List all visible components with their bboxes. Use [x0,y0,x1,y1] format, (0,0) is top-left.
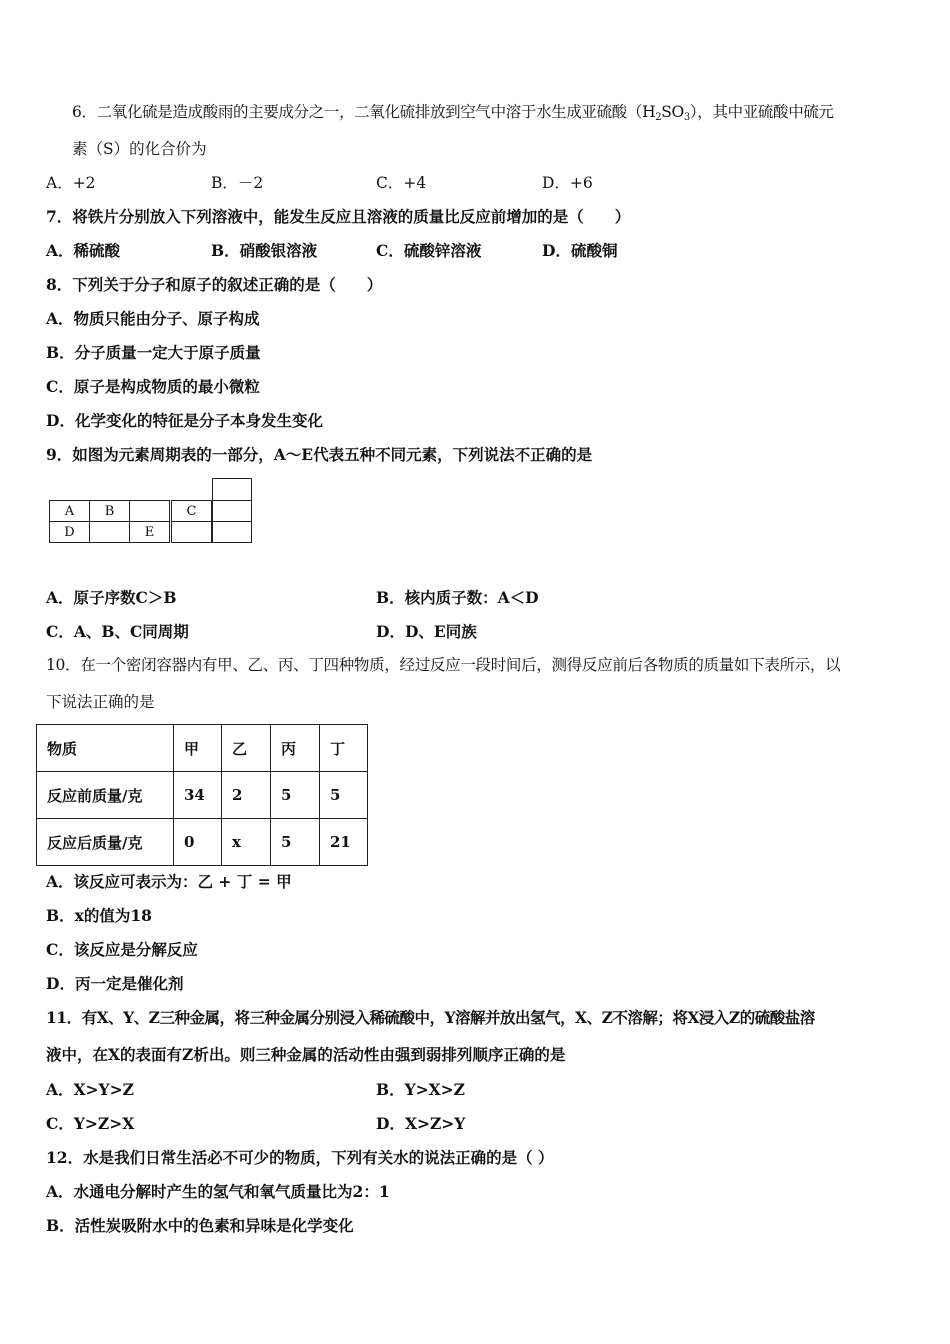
q6-option-d: D．+6 [542,174,593,192]
table-cell: x [222,819,271,866]
mass-table [36,724,368,866]
periodic-cell-empty [212,478,252,501]
periodic-label-c: C [186,503,197,519]
q7-option-d: D．硫酸铜 [542,241,618,260]
table-cell: 2 [222,772,271,819]
q6-option-a: A．+2 [46,174,96,192]
q10-stem-line1: 10．在一个密闭容器内有甲、乙、丙、丁四种物质，经过反应一段时间后，测得反应前后各物质的质量如下表所示，以 [46,656,841,674]
q7-option-b: B．硝酸银溶液 [211,241,318,260]
periodic-cell-d [49,521,90,543]
periodic-cell-a [49,500,90,522]
q11-option-d: D．X>Z>Y [376,1114,466,1133]
table-cell: 反应后质量/克 [37,819,174,866]
table-cell: 5 [271,819,320,866]
periodic-label-d: D [64,524,75,540]
q9-option-d: D．D、E同族 [376,622,477,641]
q12-stem: 12．水是我们日常生活必不可少的物质，下列有关水的说法正确的是（ ） [46,1148,554,1167]
q10-option-c: C．该反应是分解反应 [46,940,198,959]
table-cell: 丙 [271,725,320,772]
periodic-cell-b [89,500,130,522]
table-cell: 5 [320,772,368,819]
q6-option-c: C．+4 [376,174,427,192]
periodic-label-b: B [104,503,115,519]
q11-option-a: A．X>Y>Z [46,1080,134,1099]
periodic-cell-empty [89,521,130,543]
q6-stem-part1: 6．二氧化硫是造成酸雨的主要成分之一，二氧化硫排放到空气中溶于水生成亚硫酸（H [72,103,656,121]
table-cell: 乙 [222,725,271,772]
q10-option-a: A．该反应可表示为：乙 + 丁 = 甲 [46,872,292,891]
q11-option-c: C．Y>Z>X [46,1114,135,1133]
q8-option-d: D．化学变化的特征是分子本身发生变化 [46,411,323,430]
q8-option-b: B．分子质量一定大于原子质量 [46,343,261,362]
q11-stem-line2: 液中，在X的表面有Z析出。则三种金属的活动性由强到弱排列顺序正确的是 [46,1045,566,1064]
q8-option-c: C．原子是构成物质的最小微粒 [46,377,260,396]
q7-stem: 7．将铁片分别放入下列溶液中，能发生反应且溶液的质量比反应前增加的是（ ） [46,207,631,226]
q6-stem-part3: ），其中亚硫酸中硫元 [689,103,834,121]
table-row [37,772,368,819]
q10-option-b: B．x的值为18 [46,906,152,925]
table-cell: 34 [174,772,222,819]
table-cell: 21 [320,819,368,866]
table-cell: 丁 [320,725,368,772]
q10-stem-line2: 下说法正确的是 [46,693,155,711]
q10-option-d: D．丙一定是催化剂 [46,974,184,993]
q6-subscript-1: 2 [655,112,662,123]
periodic-cell-c [171,500,212,522]
q12-option-a: A．水通电分解时产生的氢气和氧气质量比为2：1 [46,1182,390,1201]
q6-stem-line1 [72,102,834,128]
table-cell: 0 [174,819,222,866]
q11-option-b: B．Y>X>Z [376,1080,465,1099]
table-cell: 反应前质量/克 [37,772,174,819]
table-row [37,819,368,866]
q8-stem: 8．下列关于分子和原子的叙述正确的是（ ） [46,275,383,294]
q6-option-b: B．－2 [211,174,264,192]
q6-stem-part2: SO [661,103,684,121]
q8-option-a: A．物质只能由分子、原子构成 [46,309,260,328]
periodic-cell-empty [129,500,170,522]
q7-option-c: C．硫酸锌溶液 [376,241,482,260]
q12-option-b: B．活性炭吸附水中的色素和异味是化学变化 [46,1216,354,1235]
q9-option-b: B．核内质子数：A＜D [376,588,539,607]
q7-option-a: A．稀硫酸 [46,241,121,260]
q6-stem-line2: 素（S）的化合价为 [72,140,207,158]
q6-subscript-2: 3 [683,112,690,123]
q9-option-c: C．A、B、C同周期 [46,622,189,641]
periodic-cell-e [129,521,170,543]
periodic-label-a: A [64,503,75,519]
periodic-cell-empty [171,521,212,543]
q11-stem-line1: 11．有X、Y、Z三种金属，将三种金属分别浸入稀硫酸中，Y溶解并放出氢气，X、Z不溶解；将X浸入Z的硫酸盐溶 [46,1008,815,1027]
periodic-label-e: E [144,524,155,540]
periodic-cell-empty [212,500,252,522]
table-cell: 物质 [37,725,174,772]
periodic-cell-empty [212,521,252,543]
q9-option-a: A．原子序数C＞B [46,588,177,607]
table-cell: 甲 [174,725,222,772]
table-header-row [37,725,368,772]
q9-stem: 9．如图为元素周期表的一部分，A～E代表五种不同元素，下列说法不正确的是 [46,445,593,464]
table-cell: 5 [271,772,320,819]
